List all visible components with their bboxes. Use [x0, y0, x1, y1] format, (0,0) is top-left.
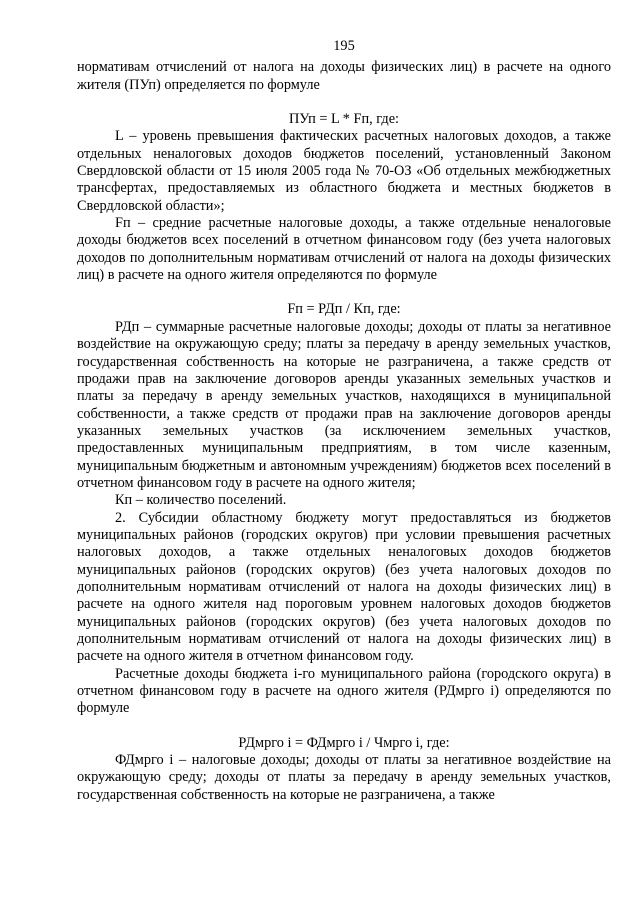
- formula-fp: Fп = РДп / Кп, где:: [287, 301, 401, 318]
- paragraph-intro: нормативам отчислений от налога на доходы физических лиц) в расчете на одного жителя (ПУп) определяется по формуле: [77, 59, 611, 93]
- paragraph-clause-2: 2. Субсидии областному бюджету могут предоставляться из бюджетов муниципальных районов (городских округов) при условии превышения расчетных налоговых доходов, а также отдельных неналоговых доходов бюджетов муниципальных районов (городских округов) (без учета налоговых доходов по дополнительным нормативам отчислений от налога на доходы физических лиц) в расчете на одного жителя над пороговым уровнем налоговых доходов бюджетов муниципальных районов (городских округов) (без учета налоговых доходов по дополнительным нормативам отчислений от налога на доходы физических лиц) в расчете на одного жителя в отчетном финансовом году.: [77, 509, 611, 665]
- paragraph-definition-l: L – уровень превышения фактических расчетных налоговых доходов, а также отдельных неналоговых доходов бюджетов поселений, установленный Законом Свердловской области от 15 июля 2005 года № 70-ОЗ «Об отдельных межбюджетных трансфертах, предоставляемых из областного бюджета и местных бюджетов в Свердловской области»;: [77, 128, 611, 214]
- paragraph-calculated-income: Расчетные доходы бюджета i-го муниципального района (городского округа) в отчетном финансовом году в расчете на одного жителя (РДмрго i) определяются по формуле: [77, 665, 611, 717]
- spacer: [77, 284, 611, 301]
- page-number: 195: [333, 38, 355, 54]
- paragraph-definition-rdp: РДп – суммарные расчетные налоговые доходы; доходы от платы за негативное воздействие на окружающую среду; платы за передачу в аренду земельных участков, государственная собственность на которые не разграничена, а также средств от продажи прав на заключение договоров аренды указанных земельных участков и платы за передачу в аренду земельных участков, находящихся в муниципальной собственности, а также средств от продажи прав на заключение договоров аренды указанных земельных участков (за исключением земельных участков, предоставленных муниципальным предприятиям, в том числе казенным, муниципальным бюджетным и автономным учреждениям) бюджетов всех поселений в отчетном финансовом году в расчете на одного жителя;: [77, 318, 611, 491]
- paragraph-definition-fp: Fп – средние расчетные налоговые доходы, а также отдельные неналоговые доходы бюджетов всех поселений в отчетном финансовом году (без учета налоговых доходов по дополнительным нормативам отчислений от налога на доходы физических лиц) в расчете на одного жителя определяются по формуле: [77, 215, 611, 284]
- paragraph-definition-kp: Кп – количество поселений.: [115, 492, 287, 509]
- formula-rdmrgo: РДмрго i = ФДмрго i / Чмрго i, где:: [238, 734, 450, 751]
- spacer: [77, 718, 611, 735]
- formula-pu: ПУп = L * Fп, где:: [288, 111, 400, 128]
- spacer: [77, 94, 611, 111]
- paragraph-definition-fdmrgo: ФДмрго i – налоговые доходы; доходы от платы за негативное воздействие на окружающую среду; доходы от платы за передачу в аренду земельных участков, государственная собственность на которые не разграничена, а также: [77, 752, 611, 803]
- document-page: [77, 38, 611, 804]
